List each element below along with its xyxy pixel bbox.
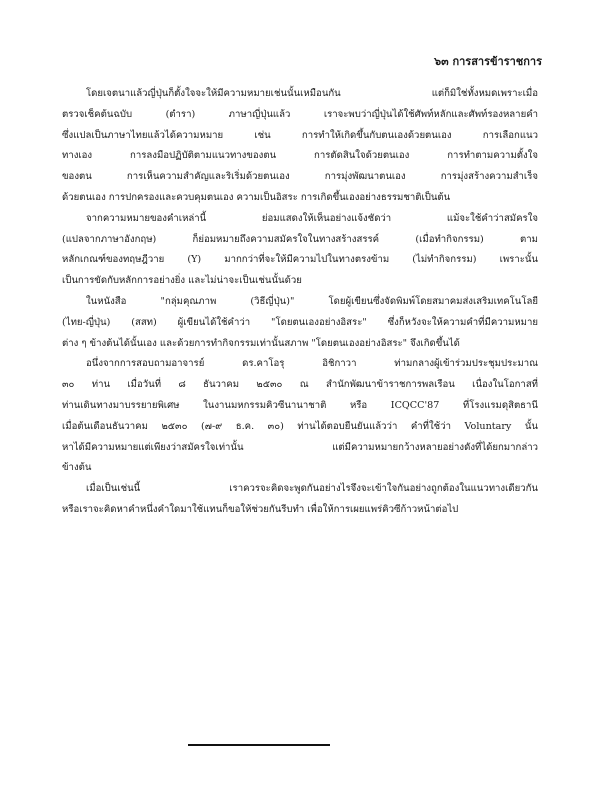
paragraph [62, 209, 538, 292]
text-line: หลักเกณฑ์ของทฤษฎีวาย (Y) มากกว่าที่จะให้มีความไปในทางตรงข้าม (ไม่ทำกิจกรรม) เพราะนั้น [62, 254, 538, 266]
paragraph [62, 84, 538, 209]
text-line: ซึ่งแปลเป็นภาษาไทยแล้วได้ความหมาย เช่น การทำให้เกิดขึ้นกับตนเองด้วยตนเอง การเลือกแนว [62, 129, 538, 141]
text-line: เป็นการขัดกับหลักการอย่างยิ่ง และไม่น่าจะเป็นเช่นนั้นด้วย [62, 275, 302, 287]
footer-rule [188, 744, 330, 746]
paragraph [62, 479, 538, 521]
text-line: หาได้มีความหมายแต่เพียงว่าสมัครใจเท่านั้น แต่มีความหมายกว้างหลายอย่างดังที่ได้ยกมากล่าว [62, 441, 538, 453]
text-line: หรือเราจะคิดหาคำหนึ่งคำใดมาใช้แทนก็ขอให้ช่วยกันรีบทำ เพื่อให้การเผยแพร่คิวซีก้าวหน้าต่อไป [62, 503, 459, 515]
text-line: ท่านเดินทางมาบรรยายพิเศษ ในงานมหกรรมคิวซีนานาชาติ หรือ ICQCC'87 ที่โรงแรมดุสิตธานี [62, 399, 538, 411]
text-line: ต่าง ๆ ข้างต้นได้นั้นเอง และด้วยการทำกิจกรรมเท่านั้นสภาพ "โดยตนเองอย่างอิสระ" จึงเกิดขึ้นได้ [62, 337, 460, 349]
text-line: ข้างต้น [62, 462, 92, 474]
text-line: ของตน การเห็นความสำคัญและริเริ่มด้วยตนเอง การมุ่งพัฒนาตนเอง การมุ่งสร้างความสำเร็จ [62, 171, 538, 183]
text-line: โดยเจตนาแล้วญี่ปุ่นก็ตั้งใจจะให้มีความหมายเช่นนั้นเหมือนกัน แต่ก็มิใช่ทั้งหมดเพราะเมื่อ [86, 88, 538, 99]
text-line: (ไทย-ญี่ปุ่น) (สสท) ผู้เขียนได้ใช้คำว่า "โดยตนเองอย่างอิสระ" ซึ่งก็หวังจะให้ความคำที่มีความหมาย [62, 316, 538, 328]
paragraph [62, 292, 538, 354]
text-line: (แปลจากภาษาอังกฤษ) ก็ย่อมหมายถึงความสมัครใจในทางสร้างสรรค์ (เมื่อทำกิจกรรม) ตาม [62, 233, 538, 245]
text-line: เมื่อต้นเดือนธันวาคม ๒๕๓๐ (๗-๙ ธ.ค. ๓๐) ท่านได้ตอบยืนยันแล้วว่า คำที่ใช้ว่า Voluntary นั้น [62, 420, 538, 432]
text-line: ๓๐ ท่าน เมื่อวันที่ ๘ ธันวาคม ๒๕๓๐ ณ สำนักพัฒนาข้าราชการพลเรือน เนื่องในโอกาสที่ [62, 379, 538, 391]
text-line: อนึ่งจากการสอบถามอาจารย์ ดร.คาโอรุ อิชิกาวา ท่ามกลางผู้เข้าร่วมประชุมประมาณ [86, 358, 538, 370]
text-line: จากความหมายของคำเหล่านี้ ย่อมแสดงให้เห็นอย่างแจ้งชัดว่า แม้จะใช้คำว่าสมัครใจ [86, 212, 538, 224]
text-line: ตรวจเช็คต้นฉบับ (ตำรา) ภาษาญี่ปุ่นแล้ว เราจะพบว่าญี่ปุ่นได้ใช้ศัพท์หลักและศัพท์รองหลายคำ [62, 108, 538, 120]
text-line: ทางเอง การลงมือปฏิบัติตามแนวทางของตน การตัดสินใจด้วยตนเอง การทำตามความตั้งใจ [62, 150, 538, 162]
body-text [62, 84, 538, 521]
text-line: เมื่อเป็นเช่นนี้ เราควรจะคิดจะพูดกันอย่างไรจึงจะเข้าใจกันอย่างถูกต้องในแนวทางเดียวกัน [86, 483, 538, 495]
text-line: ในหนังสือ "กลุ่มคุณภาพ (วิธีญี่ปุ่น)" โดยผู้เขียนซึ่งจัดพิมพ์โดยสมาคมส่งเสริมเทคโนโลยี [86, 295, 538, 307]
text-line: ด้วยตนเอง การปกครองและควบคุมตนเอง ความเป็นอิสระ การเกิดขึ้นเองอย่างธรรมชาติเป็นต้น [62, 191, 451, 203]
paragraph [62, 354, 538, 479]
page-header: ๖๓ การสารข้าราชการ [434, 55, 542, 68]
